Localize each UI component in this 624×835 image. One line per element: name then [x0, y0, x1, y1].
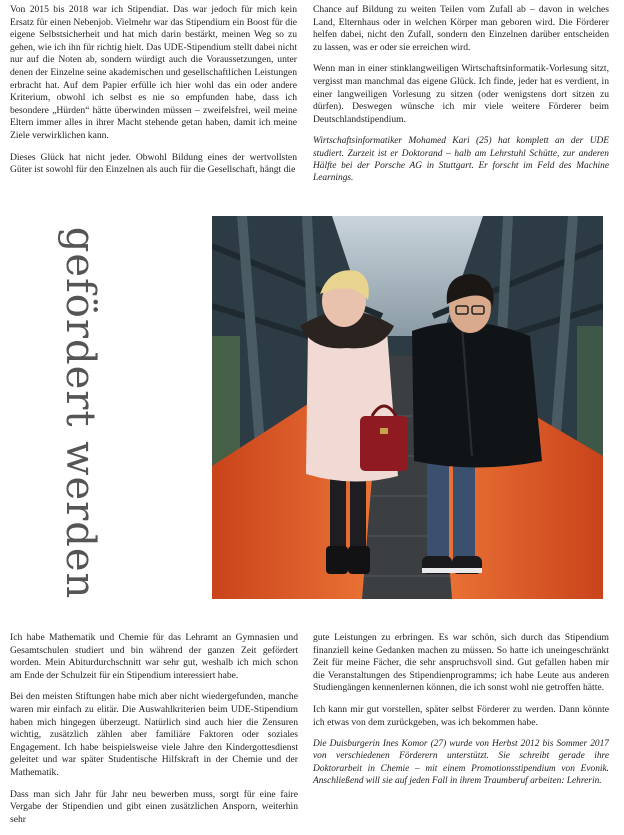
caption-mohamed: Wirtschaftsinformatiker Mohamed Kari (25) hat komplett an der UDE studiert. Zurzeit ist er Doktorand – halb am Lehrstuhl Schütte, zur anderen Hälfte bei der Porsche AG in Stuttgart. Er forscht im Feld des Machine Learnings.	[313, 136, 609, 183]
caption-ines: Die Duisburgerin Ines Komor (27) wurde von Herbst 2012 bis Sommer 2017 von verschiedenen Förderern unterstützt. Sie schreibt gerade ihre Doktorarbeit in Chemie – mit einem Promotionsstipendium von Evonik. Anschließend will sie auf jeden Fall in ihrem Traumberuf arbeiten: Lehrerin.	[313, 739, 609, 786]
paragraph: Ich kann mir gut vorstellen, später selbst Förderer zu werden. Dann könnte ich etwas von dem zurückgeben, was ich bekommen habe.	[313, 703, 609, 728]
paragraph: Ich habe Mathematik und Chemie für das Lehramt an Gymnasien und Gesamtschulen studiert und bin während der ganzen Zeit gefördert worden. Mein Abiturdurchschnitt war sehr gut, weshalb ich mich schon am Ende der Schulzeit für ein Stipendium interessiert habe.	[10, 632, 298, 681]
paragraph: Chance auf Bildung zu weiten Teilen vom Zufall ab – davon in welches Land, Elternhaus oder in welchen Körper man geboren wird. Die Förderer helfen dabei, nicht den Zufall, sondern den Einzelnen darüber entscheiden zu lassen, was er oder sie erreichen wird.	[313, 4, 609, 53]
paragraph: Von 2015 bis 2018 war ich Stipendiat. Das war jedoch für mich kein Ersatz für einen Nebenjob. Vielmehr war das Stipendium ein Boost für die eigene Selbstsicherheit und hat mich darin bestärkt, meinen Weg so zu gehen, wie ich ihn für richtig hielt. Das UDE-Stipendium stellt dabei nicht nur auf die Noten ab, sondern würdigt auch die Voraussetzungen, unter denen der Einzelne seine akademischen und gesellschaftlichen Leistungen erbracht hat. Auf dem Papier erfülle ich hier wohl das ein oder andere Kriterium, obwohl ich selbst es nie so empfunden habe, dass ich besondere „Hürden“ hätte überwinden müssen – zweifelsfrei, weil meine Eltern immer alles in ihrer Macht stehende getan haben, damit ich meine Ziele verwirklichen kann.	[10, 4, 297, 141]
vertical-title	[40, 226, 120, 599]
paragraph: Wenn man in einer stinklangweiligen Wirtschaftsinformatik-Vorlesung sitzt, vergisst man manchmal das eigene Glück. Ich finde, jeder hat es verdient, in einer langweiligen Vorlesung zu sitzen (oder wenigstens dort sitzen zu dürfen). Deswegen wünsche ich mir viele weitere Förderer beim Deutschlandstipendium.	[313, 63, 609, 125]
vertical-title-text: gefördert werden	[57, 226, 103, 599]
bottom-right-column	[313, 632, 609, 796]
paragraph: Dass man sich Jahr für Jahr neu bewerben muss, sorgt für eine faire Vergabe der Stipendien und gibt einen zusätzlichen Ansporn, weiterhin sehr	[10, 788, 298, 825]
top-left-column	[10, 4, 297, 186]
paragraph: Dieses Glück hat nicht jeder. Obwohl Bildung eines der wertvollsten Güter ist sowohl für den Einzelnen als auch für die Gesellschaft, hängt die	[10, 151, 297, 176]
paragraph: gute Leistungen zu erbringen. Es war schön, sich durch das Stipendium finanziell keine Gedanken machen zu müssen. So hatte ich uneingeschränkt Zeit für meine Fächer, die sehr anspruchsvoll sind. Gut gefallen haben mir die Veranstaltungen des Stipendienprogramms; ich habe Leute aus anderen Studiengängen kennenlernen können, die ich sonst wohl nie getroffen hätte.	[313, 632, 609, 694]
paragraph: Bei den meisten Stiftungen habe mich aber nicht wiedergefunden, manche waren mir einfach zu elitär. Die Auswahlkriterien beim UDE-Stipendium haben mich hingegen überzeugt. Natürlich sind auch hier die Zensuren wichtig, zusätzlich zählen aber familiäre Faktoren oder soziales Engagement. Ich habe beispielsweise viele Jahre den Kindergottesdienst geleitet und war später Studentische Hilfskraft in der Chemie und der Mathematik.	[10, 691, 298, 778]
bottom-left-column	[10, 632, 298, 835]
escalator-photo	[212, 216, 603, 599]
top-right-column	[313, 4, 609, 193]
